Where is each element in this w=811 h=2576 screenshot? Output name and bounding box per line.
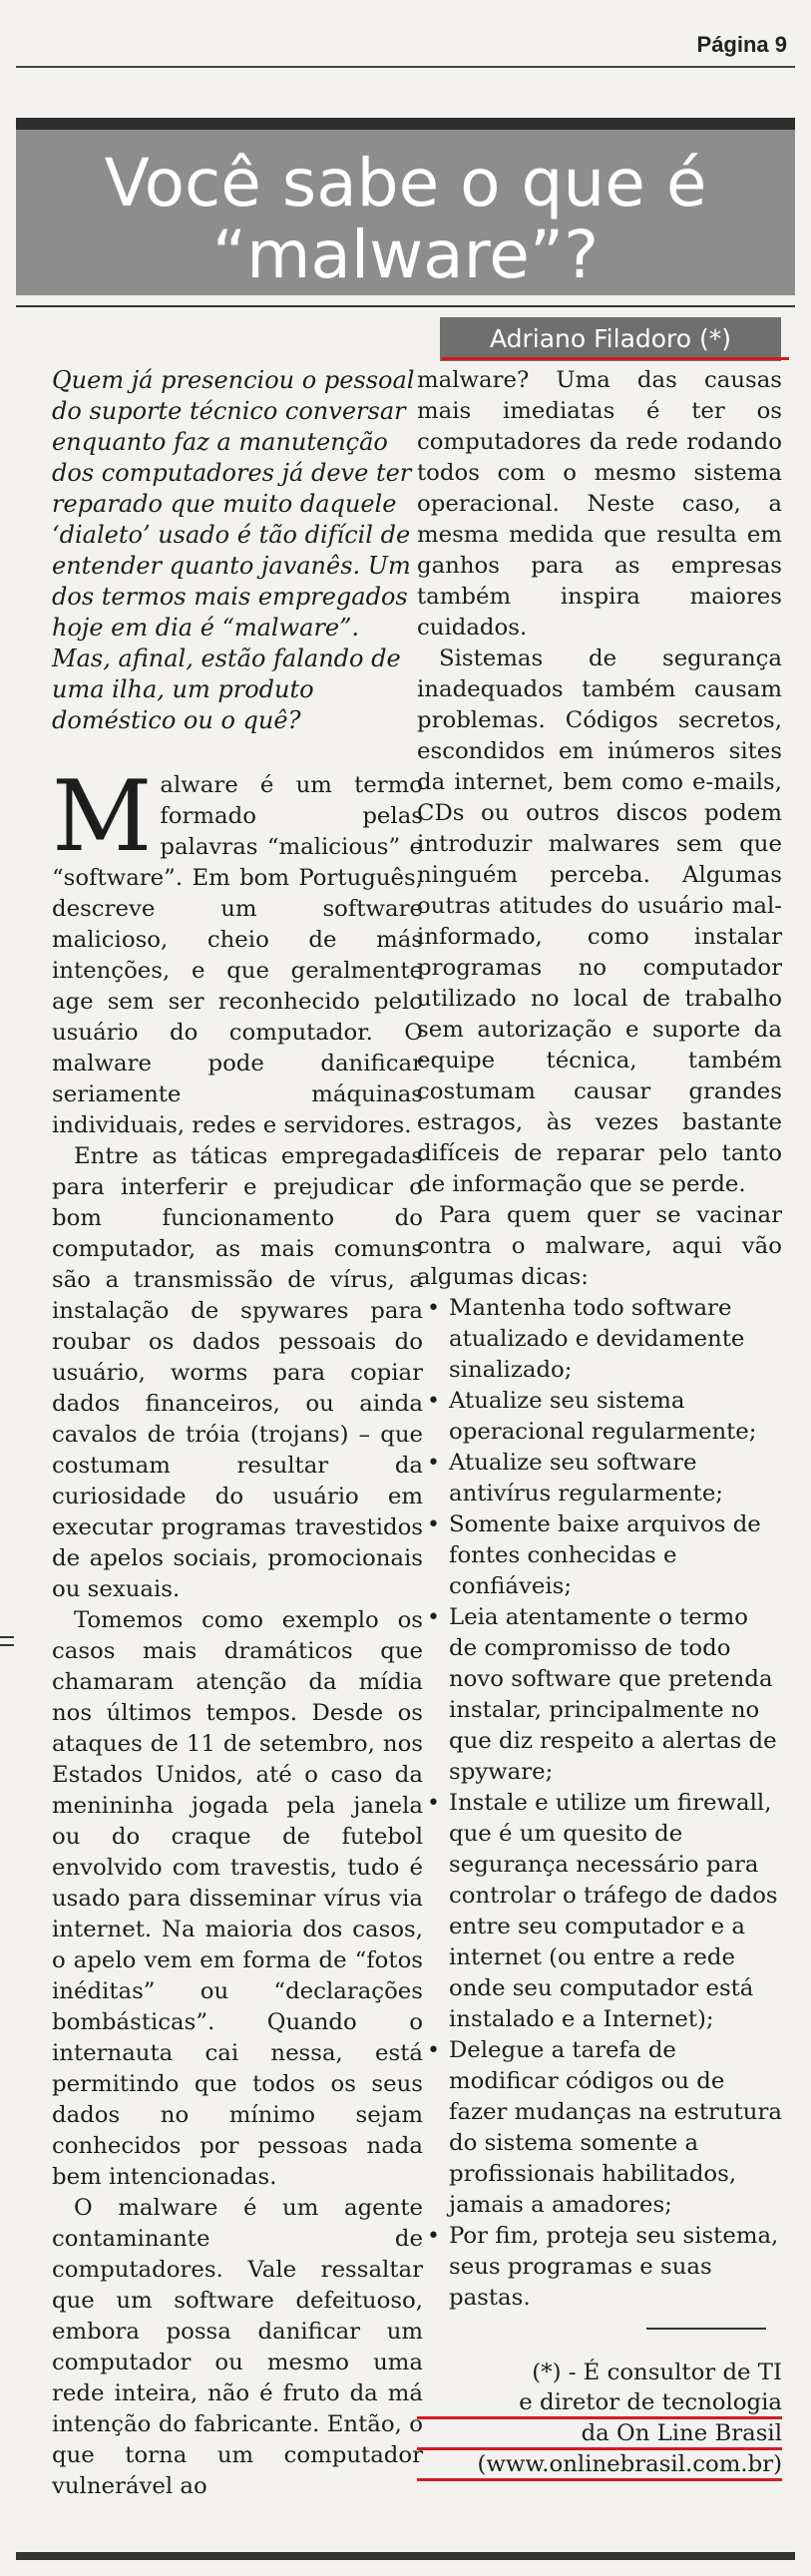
- note-separator: [646, 2328, 766, 2330]
- margin-mark: [0, 1636, 14, 1646]
- tip-item: • Atualize seu software antivírus regularmente;: [417, 1448, 782, 1509]
- paragraph-7: Para quem quer se vacinar contra o malware, aqui vão algumas dicas:: [417, 1202, 782, 1290]
- author-note-line-3: da On Line Brasil: [417, 2419, 782, 2450]
- byline-red-underline: [442, 357, 789, 360]
- right-column: [417, 365, 782, 2481]
- author-note: [417, 2358, 782, 2481]
- author-note-line-2: e diretor de tecnologia: [417, 2388, 782, 2419]
- tip-item: • Instale e utilize um firewall, que é um quesito de segurança necessário para controlar o tráfego de dados entre seu computador e a internet (ou entre a rede onde seu computador está instalado e a Internet);: [417, 1788, 782, 2035]
- author-byline: Adriano Filadoro (*): [440, 317, 781, 361]
- tip-item: • Por fim, proteja seu sistema, seus programas e suas pastas.: [417, 2221, 782, 2314]
- article-title: Você sabe o que é “malware”?: [104, 145, 707, 293]
- tip-item: • Atualize seu sistema operacional regularmente;: [417, 1386, 782, 1448]
- title-banner: [16, 118, 795, 295]
- paragraph-1-text: alware é um termo formado pelas palavras “malicious” e “software”. Em bom Português, descreve um software malicioso, cheio de más intenções, e que geralmente age sem ser reconhecido pelo usuário do computador. O malware pode danificar seriamente máquinas individuais, redes e servidores.: [52, 772, 423, 1138]
- author-note-line-1: (*) - É consultor de TI: [532, 2360, 782, 2385]
- dropcap: M: [52, 760, 153, 874]
- paragraph-1: [52, 760, 423, 1141]
- tip-item: • Mantenha todo software atualizado e devidamente sinalizado;: [417, 1293, 782, 1386]
- left-column: [52, 365, 423, 2502]
- lead-paragraph: Quem já presenciou o pessoal do suporte técnico conversar enquanto faz a manutenção dos computadores já deve ter reparado que muito daquele ‘dialeto’ usado é tão difícil de entender quanto javanês. Um dos termos mais empregados hoje em dia é “malware”. Mas, afinal, estão falando de uma ilha, um produto doméstico ou o quê?: [52, 366, 415, 734]
- page-header: [16, 18, 795, 66]
- paragraph-6: Sistemas de segurança inadequados também causam problemas. Códigos secretos, escondidos em inúmeros sites da internet, bem como e-mails, CDs ou outros discos podem introduzir malwares sem que ninguém perceba. Algumas outras atitudes do usuário mal-informado, como instalar programas no computador utilizado no local de trabalho sem autorização e suporte da equipe técnica, também costumam causar grandes estragos, às vezes bastante difíceis de reparar pelo tanto de informação que se perde.: [417, 645, 782, 1197]
- tips-list: [417, 1293, 782, 2314]
- bottom-rule: [16, 2552, 795, 2560]
- paragraph-3: Tomemos como exemplo os casos mais dramáticos que chamaram atenção da mídia nos últimos tempos. Desde os ataques de 11 de setembro, nos Estados Unidos, até o caso da menininha jogada pela janela ou do craque de futebol envolvido com travestis, tudo é usado para disseminar vírus via internet. Na maioria dos casos, o apelo vem em forma de “fotos inéditas” ou “declarações bombásticas”. Quando o internauta cai nessa, está permitindo que todos os seus dados no mínimo sejam conhecidos por pessoas nada bem intencionadas.: [52, 1607, 423, 2190]
- paragraph-2: Entre as táticas empregadas para interferir e prejudicar o bom funcionamento do computador, as mais comuns são a transmissão de vírus, a instalação de spywares para roubar os dados pessoais do usuário, worms para copiar dados financeiros, ou ainda cavalos de tróia (trojans) – que costumam resultar da curiosidade do usuário em executar programas travestidos de apelos sociais, promocionais ou sexuais.: [52, 1143, 423, 1602]
- page-number: Página 9: [696, 32, 787, 57]
- byline-rule: [16, 305, 795, 307]
- paragraph-5: malware? Uma das causas mais imediatas é ter os computadores da rede rodando todos com o mesmo sistema operacional. Neste caso, a mesma medida que resulta em ganhos para as empresas também inspira maiores cuidados.: [417, 367, 782, 641]
- tip-item: • Delegue a tarefa de modificar códigos ou de fazer mudanças na estrutura do sistema somente a profissionais habilitados, jamais a amadores;: [417, 2035, 782, 2221]
- tip-item: • Somente baixe arquivos de fontes conhecidas e confiáveis;: [417, 1509, 782, 1602]
- author-note-line-4: (www.onlinebrasil.com.br): [417, 2450, 782, 2481]
- header-rule: [16, 66, 795, 68]
- tip-item: • Leia atentamente o termo de compromisso de todo novo software que pretenda instalar, principalmente no que diz respeito a alertas de spyware;: [417, 1602, 782, 1788]
- paragraph-4: O malware é um agente contaminante de computadores. Vale ressaltar que um software defeituoso, embora possa danificar um computador ou mesmo uma rede inteira, não é fruto da má intenção do fabricante. Então, o que torna um computador vulnerável ao: [52, 2195, 423, 2499]
